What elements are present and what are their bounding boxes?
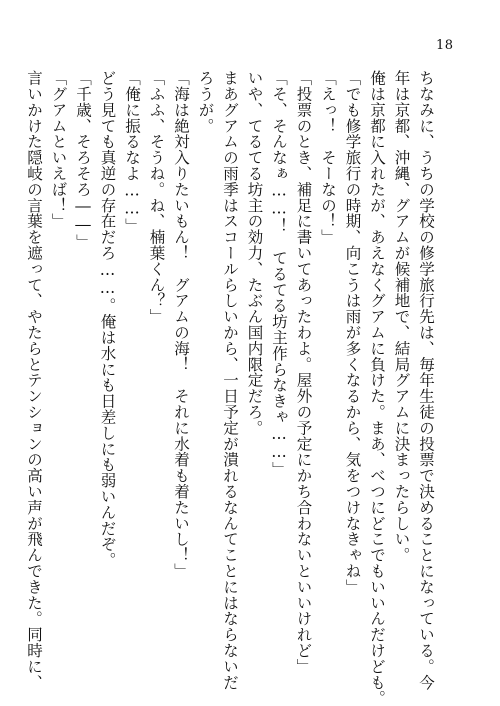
text-line: 「投票のとき、補足に書いてあったわよ。屋外の予定にかち合わないといいけれど」 <box>294 70 313 675</box>
vertical-text-body <box>25 70 438 706</box>
text-line: いや、てるてる坊主の効力、たぶん国内限定だろ。 <box>245 70 264 436</box>
text-line: どう見ても真逆の存在だろ……。俺は水にも日差しにも弱いんだぞ。 <box>98 70 117 568</box>
text-line: 「千歳、そろそろ――」 <box>74 70 92 250</box>
text-line: 「グアムといえば！」 <box>49 70 68 229</box>
text-line: 「海は絶対入りたいもん！ グアムの海！ それに水着も着たいし！」 <box>172 70 190 579</box>
text-line: 「でも修学旅行の時期、向こうは雨が多くなるから、気をつけなきゃね」 <box>343 70 362 595</box>
text-line: ろうが。 <box>196 70 215 134</box>
text-line: 年は京都、沖縄、グアムが候補地で、結局グアムに決まったらしい。 <box>392 70 411 563</box>
text-line: 言いかけた隠岐の言葉を遮って、やたらとテンションの高い声が飛んできた。同時に、 <box>25 70 43 691</box>
text-line: まあグアムの雨季はスコールらしいから、一日予定が潰れるなんてことにはならないだ <box>221 70 239 691</box>
text-line: ちなみに、うちの学校の修学旅行先は、毎年生徒の投票で決めることになっている。今 <box>417 70 435 691</box>
page-number: 18 <box>436 38 454 53</box>
text-line: 「そ、そんなぁ……！ てるてる坊主作らなきゃ……」 <box>270 70 288 478</box>
text-line: 俺は京都に入れたが、あえなくグアムに負けた。まあ、べつにどこでもいいんだけども。 <box>368 70 386 706</box>
text-line: 「俺に振るなよ……」 <box>123 70 141 234</box>
text-line: 「ふふ、そうね。ね、楠葉くん？」 <box>147 70 166 325</box>
text-line: 「えっ！ そーなの！」 <box>319 70 337 245</box>
